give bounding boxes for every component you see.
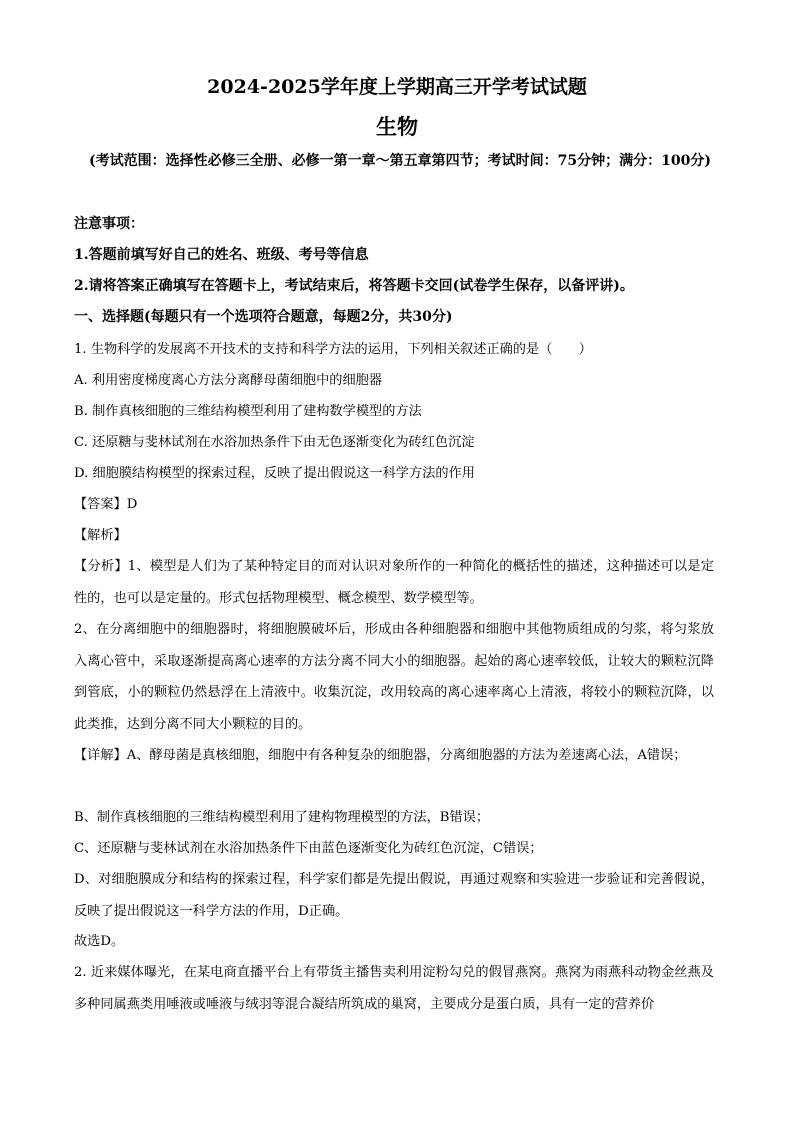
question-1-option-d: D. 细胞膜结构模型的探索过程，反映了提出假说这一科学方法的作用 bbox=[74, 466, 475, 481]
section-heading: 一、选择题(每题只有一个选项符合题意，每题2分，共30分) bbox=[74, 309, 453, 325]
question-1-conclusion: 故选D。 bbox=[74, 934, 125, 949]
question-1-detail-a: 【详解】A、酵母菌是真核细胞，细胞中有各种复杂的细胞器，分离细胞器的方法为差速离心法，A错误； bbox=[74, 748, 687, 763]
question-1-detail-b: B、制作真核细胞的三维结构模型利用了建构物理模型的方法，B错误； bbox=[74, 810, 490, 825]
question-1-analysis-p2: 2、在分离细胞中的细胞器时，将细胞膜破坏后，形成由各种细胞器和细胞中其他物质组成的匀浆，将匀浆放入离心管中，采取逐渐提高离心速率的方法分离不同大小的细胞器。起始的离心速率较低，让较大的颗粒沉降到管底，小的颗粒仍然悬浮在上清液中。收集沉淀，改用较高的离心速率离心上清液，将较小的颗粒沉降，以此类推，达到分离不同大小颗粒的目的。 bbox=[74, 622, 714, 732]
question-1-analysis-p1: 【分析】1、模型是人们为了某种特定目的而对认识对象所作的一种简化的概括性的描述，这种描述可以是定性的，也可以是定量的。形式包括物理模型、概念模型、数学模型等。 bbox=[74, 559, 714, 606]
subject-title: 生物 bbox=[376, 114, 418, 139]
exam-scope: (考试范围：选择性必修三全册、必修一第一章～第五章第四节；考试时间：75分钟；满分：100分) bbox=[89, 153, 711, 169]
question-1-option-a: A. 利用密度梯度离心方法分离酵母菌细胞中的细胞器 bbox=[74, 373, 383, 388]
question-1-detail-c: C、还原糖与斐林试剂在水浴加热条件下由蓝色逐渐变化为砖红色沉淀，C错误； bbox=[74, 841, 543, 856]
question-1-detail-d: D、对细胞膜成分和结构的探索过程，科学家们都是先提出假说，再通过观察和实验进一步验证和完善假说，反映了提出假说这一科学方法的作用，D正确。 bbox=[74, 872, 714, 919]
question-1-stem: 1. 生物科学的发展离不开技术的支持和科学方法的运用，下列相关叙述正确的是（ ） bbox=[74, 342, 592, 357]
notice-item-1: 1.答题前填写好自己的姓名、班级、考号等信息 bbox=[74, 247, 369, 263]
question-2-stem: 2. 近来媒体曝光，在某电商直播平台上有带货主播售卖利用淀粉勾兑的假冒燕窝。燕窝为雨燕科动物金丝燕及多种同属燕类用唾液或唾液与绒羽等混合凝结所筑成的巢窝，主要成分是蛋白质，具有一定的营养价 bbox=[74, 965, 714, 1012]
question-1-answer: 【答案】D bbox=[74, 497, 138, 512]
exam-title: 2024-2025学年度上学期高三开学考试试题 bbox=[207, 76, 587, 98]
question-1-option-c: C. 还原糖与斐林试剂在水浴加热条件下由无色逐渐变化为砖红色沉淀 bbox=[74, 435, 475, 450]
notice-item-2: 2.请将答案正确填写在答题卡上，考试结束后，将答题卡交回(试卷学生保存，以备评讲)。 bbox=[74, 278, 634, 294]
notice-heading: 注意事项： bbox=[74, 216, 144, 232]
question-1-analysis-label: 【解析】 bbox=[74, 528, 127, 543]
question-1-option-b: B. 制作真核细胞的三维结构模型利用了建构数学模型的方法 bbox=[74, 404, 422, 419]
